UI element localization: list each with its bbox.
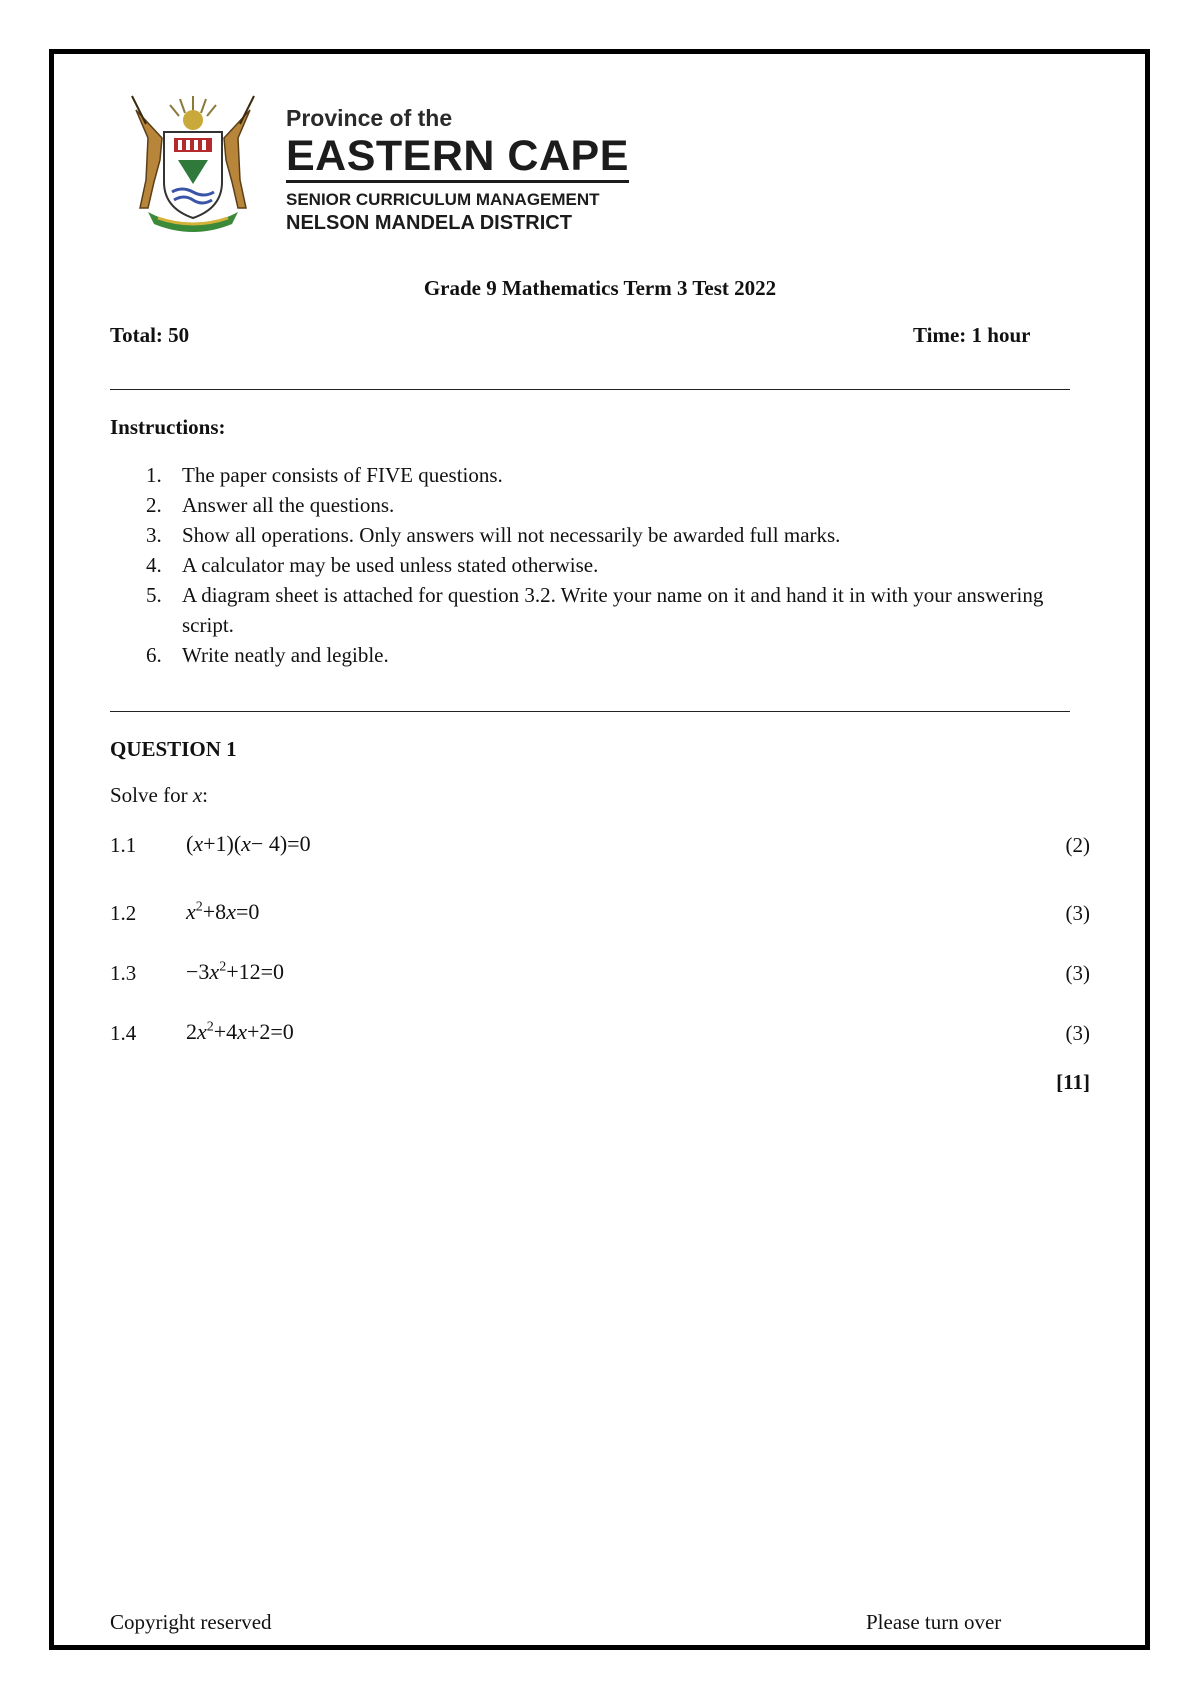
footer-turn-over: Please turn over [866, 1610, 1002, 1634]
question-number: 1.4 [110, 1021, 137, 1045]
list-item [146, 580, 1086, 640]
coat-of-arms-logo [118, 90, 268, 236]
instruction-number: 6. [146, 643, 162, 667]
divider-bottom [110, 711, 1070, 712]
exam-time: Time: 1 hour [913, 323, 1031, 347]
question1-heading: QUESTION 1 [110, 737, 237, 761]
instruction-text: Answer all the questions. [182, 493, 395, 517]
question-marks: (3) [1065, 961, 1090, 985]
list-item [146, 550, 1086, 580]
footer-copyright: Copyright reserved [110, 1610, 272, 1634]
list-item [146, 490, 1086, 520]
letterhead-province: Province of the [286, 105, 453, 131]
exam-title: Grade 9 Mathematics Term 3 Test 2022 [423, 276, 777, 300]
instruction-text: A calculator may be used unless stated otherwise. [182, 553, 599, 577]
question-number: 1.1 [110, 833, 137, 857]
instruction-number: 5. [146, 583, 162, 607]
question-number: 1.3 [110, 961, 137, 985]
prompt-colon: : [202, 783, 208, 807]
question1-prompt [110, 782, 208, 808]
equation: $-3x^2+12=0$ [186, 959, 285, 984]
instruction-number: 1. [146, 463, 162, 487]
letterhead [286, 103, 629, 235]
instructions-heading: Instructions: [110, 415, 226, 439]
equation: $2x^2+4x+2=0$ [186, 1019, 294, 1044]
list-item [146, 520, 1086, 550]
question-marks: (2) [1065, 833, 1090, 857]
question-number: 1.2 [110, 901, 137, 925]
equation: $x^2+8x=0$ [186, 899, 260, 924]
equation: (x+1)(x− 4)=0 [186, 831, 311, 856]
instruction-text: Write neatly and legible. [182, 643, 389, 667]
instruction-text: The paper consists of FIVE questions. [182, 463, 503, 487]
prompt-text: Solve for [110, 783, 188, 807]
question-item [110, 961, 1090, 991]
instructions-list [146, 460, 1086, 670]
instruction-text: Show all operations. Only answers will not necessarily be awarded full marks. [182, 523, 841, 547]
divider-top [110, 389, 1070, 390]
instruction-number: 3. [146, 523, 162, 547]
list-item [146, 640, 1086, 670]
question-marks: (3) [1065, 1021, 1090, 1045]
question-item [110, 901, 1090, 931]
instruction-text: A diagram sheet is attached for question 3.2. Write your name on it and hand it in with your answering script. [182, 583, 1044, 637]
letterhead-unit: SENIOR CURRICULUM MANAGEMENT [286, 190, 600, 209]
question-item [110, 833, 1090, 863]
letterhead-region: EASTERN CAPE [286, 133, 629, 183]
letterhead-district: NELSON MANDELA DISTRICT [286, 212, 572, 234]
instruction-number: 4. [146, 553, 162, 577]
question1-total: [11] [1056, 1070, 1090, 1094]
question-item [110, 1021, 1090, 1051]
instruction-number: 2. [146, 493, 162, 517]
question-marks: (3) [1065, 901, 1090, 925]
exam-total: Total: 50 [110, 323, 190, 347]
list-item [146, 460, 1086, 490]
prompt-variable: x [192, 783, 203, 807]
